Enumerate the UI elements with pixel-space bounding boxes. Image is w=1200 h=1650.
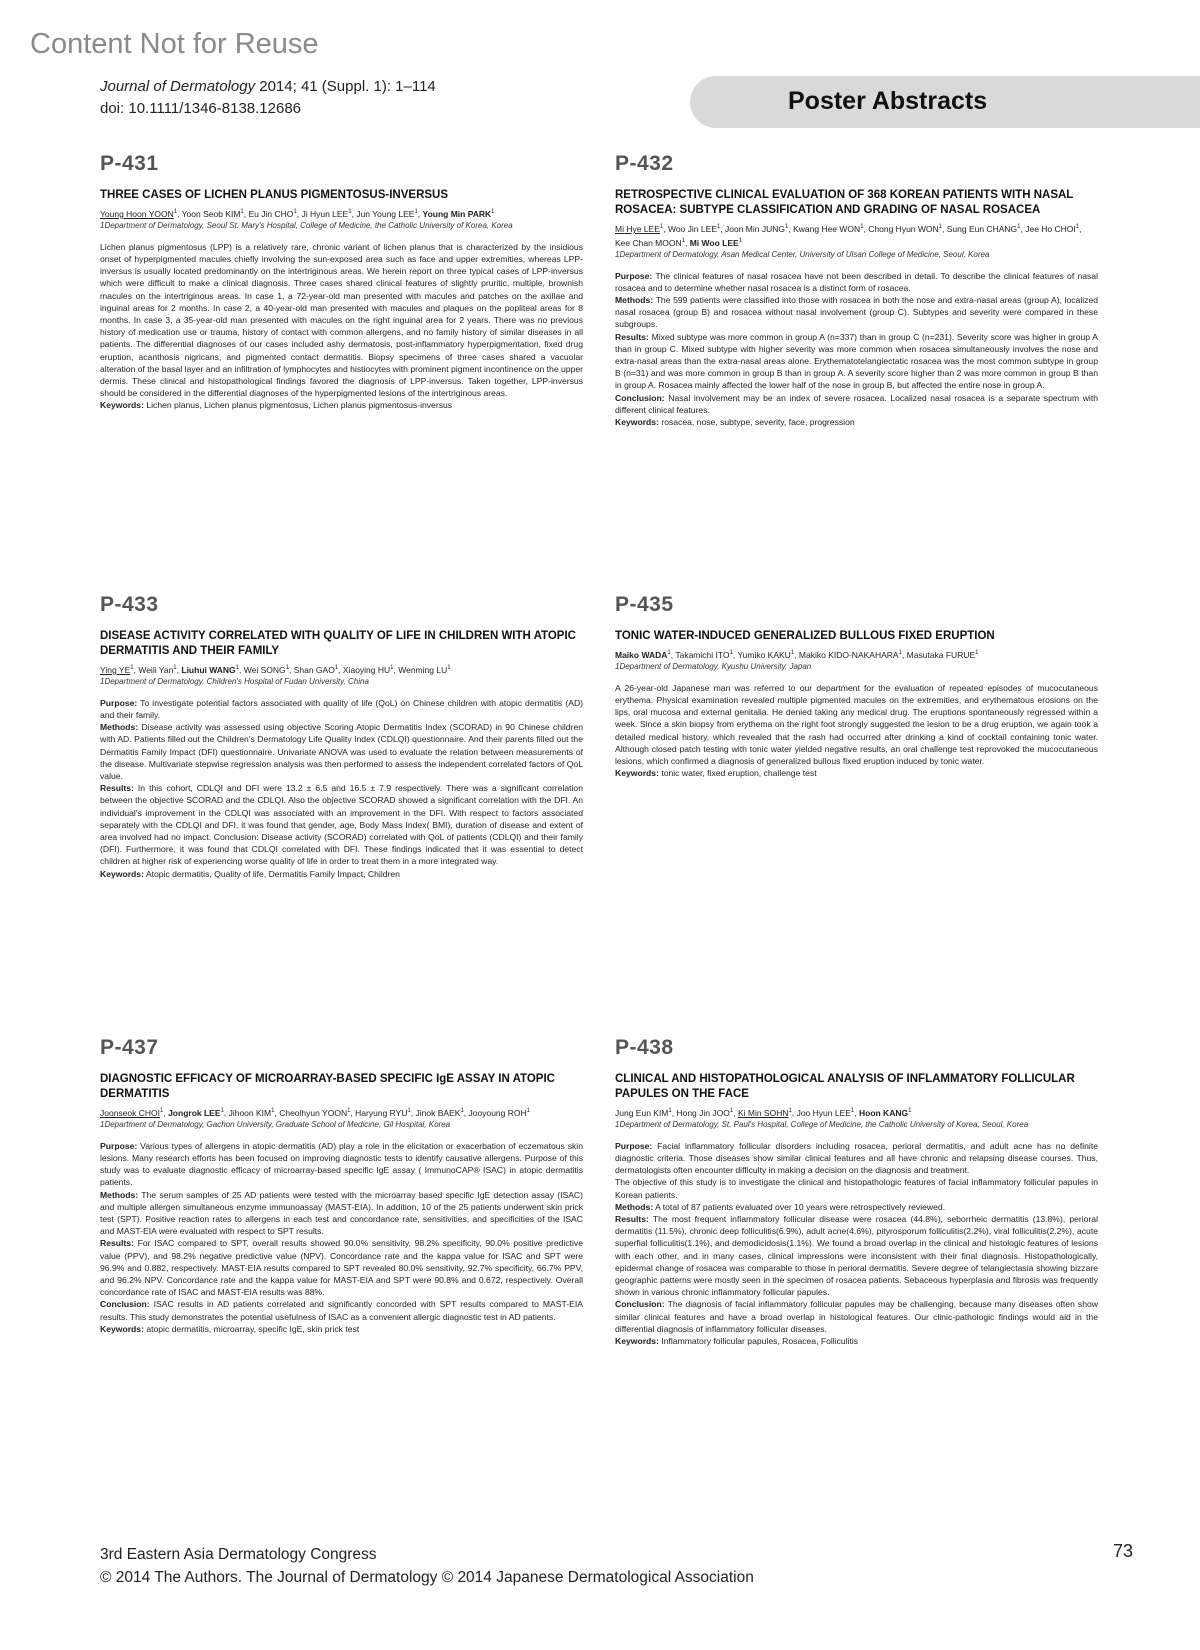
section-label: Methods:: [615, 1201, 654, 1212]
author-affiliation-mark: 1: [860, 224, 864, 230]
abstract-paragraph: [100, 697, 583, 721]
section-title: Poster Abstracts: [788, 87, 988, 115]
author-name: Jihoon KIM: [228, 1107, 272, 1118]
abstract-paragraph: [615, 1201, 1098, 1213]
abstract-body: [615, 682, 1098, 780]
author-affiliation-mark: 1: [271, 1108, 275, 1114]
abstract-id: P-432: [615, 152, 674, 175]
abstract-paragraph: [615, 1213, 1098, 1298]
section-text: Lichen planus pigmentosus (LPP) is a relatively rare, chronic variant of lichen planus that is characterized by the insidious onset of hyperpigmented macules chiefly involving the sun-exposed area such as face and upper extremities, whereas LPP-inversus is usually located predominantly on the intertriginous areas. We herein report on three typical cases of LPP-inversus which were difficult to make a clinical diagnosis. Three cases shared clinical features of slightly pruritic, multiple, brownish macules on the intertriginous areas. In case 1, a 72-year-old man presented with macules and patches on the axillae and inguinal areas for 2 months. In case 2, a 40-year-old man presented with macules and plaques on the popliteal areas for 8 months. In case 3, a 35-year-old man presented with macules on the right inguinal area for 2 years. There was no previous history of medication use or trauma, history of contact with common allergens, and no family history of similar diseases in all patients. The differential diagnoses of our cases included ashy dermatosis, post-inflammatory hyperpigmentation, fixed drug eruption, acanthosis nigricans, and pigmented contact dermatitis. Biopsy specimens of three cases shared a vacuolar alteration of the basal layer and an infiltration of lymphocytes and histiocytes with prominent pigment incontinence on the upper dermis. These clinical and histopathological findings favored the diagnosis of LPP-inversus. Taken together, LPP-inversus should be considered in the differential diagnoses of the hyperpigmented lesions of the intertriginous areas.: [100, 241, 583, 399]
abstract-paragraph: [100, 241, 583, 400]
abstract-paragraph: [615, 1176, 1098, 1200]
author-affiliation-mark: 1: [975, 650, 979, 656]
author-name: Takamichi ITO: [675, 649, 730, 660]
section-label: Conclusion:: [615, 392, 665, 403]
author-name: Wenming LU: [398, 664, 448, 675]
author-affiliation-mark: 1: [447, 665, 451, 671]
abstract-id: P-438: [615, 1036, 674, 1059]
author-affiliation-mark: 1: [390, 665, 394, 671]
affiliation: 1Department of Dermatology, St. Paul's Hospital, College of Medicine, the Catholic University of Korea, Seoul, Korea: [615, 1119, 1029, 1129]
author-affiliation-mark: 1: [173, 209, 178, 215]
section-text: For ISAC compared to SPT, overall results showed 90.0% sensitivity, 98.2% specificity, 90.0% positive predictive value (PPV), and 98.2% negative predictive value (NPV). Concordance rate and the kappa value for ISAC and SPT were 96.9% and 0.882, respectively. MAST-EIA results compared to SPT revealed 80.0% sensitivity, 92.7% specificity, 66.7% PPV, and 96.2% NPV. Concordance rate and the kappa value for MAST-EIA and SPT were 90.8% and 0.672, respectively. Overall concordance rate of ISAC and MAST-EIA results was 88%.: [100, 1238, 584, 1298]
author-name: Jun Young LEE: [356, 208, 415, 219]
section-label: Purpose:: [615, 270, 653, 281]
author-list: Ying $YE^1$, Weili Yan$^1$, Liuhui WANG$^1$, Wei SONG$^1$, Shan GAO$^1$, Xiaoying $HU^1$, Wenming $LU^1$: [100, 664, 451, 675]
abstract-paragraph: [100, 1237, 583, 1298]
section-label: Results:: [100, 1238, 134, 1249]
affiliation: 1Department of Dermatology, Children's Hospital of Fudan University, China: [100, 676, 369, 686]
author-affiliation-mark: 1: [130, 665, 134, 671]
author-affiliation-mark: 1: [220, 1108, 224, 1114]
author-name: Xiaoying HU: [342, 664, 391, 675]
author-affiliation-mark: 1: [790, 650, 795, 656]
abstract-p433: [100, 593, 583, 880]
section-text: rosacea, nose, subtype, severity, face, progression: [661, 417, 855, 428]
author-name: Jongrok LEE: [168, 1107, 221, 1118]
section-text: A total of 87 patients evaluated over 10 years were retrospectively reviewed.: [655, 1201, 946, 1212]
congress-name: 3rd Eastern Asia Dermatology Congress: [100, 1546, 377, 1563]
abstract-p437: [100, 1036, 583, 1335]
journal-title: Journal of Dermatology: [100, 78, 256, 95]
author-affiliation-mark: 1: [738, 237, 742, 244]
doi: doi: 10.1111/1346-8138.12686: [100, 100, 302, 117]
abstract-paragraph: [100, 868, 583, 880]
author-affiliation-mark: 1: [240, 209, 244, 215]
author-name: Jinok BAEK: [415, 1107, 461, 1118]
section-text: tonic water, fixed eruption, challenge test: [661, 768, 817, 779]
author-name: Yumiko KAKU: [737, 649, 791, 660]
author-name: Chong Hyun WON: [868, 223, 939, 234]
watermark: Content Not for Reuse: [30, 28, 319, 60]
abstract-paragraph: [615, 767, 1098, 779]
author-list: Jung Eun KIM$^1$, Hong Jin JOO$^1$, Ki Min SOHN$^1$, Joo Hyun LEE$^1$, Hoon KANG$^1$: [615, 1107, 912, 1118]
author-affiliation-mark: 1: [160, 1108, 164, 1114]
section-text: The clinical features of nasal rosacea have not been described in detail. To describe the clinical features of nasal rosacea and to determine whether nasal rosacea is a distinct form of rosacea.: [615, 270, 1099, 293]
author-affiliation-mark: 1: [285, 665, 289, 671]
footer: [100, 1543, 754, 1589]
section-label: Methods:: [615, 295, 654, 306]
author-affiliation-mark: 1: [788, 1108, 792, 1114]
author-name: Joo Hyun LEE: [796, 1107, 851, 1118]
affiliation: 1Department of Dermatology, Seoul St. Mary's Hospital, College of Medicine, the Catholic University of Korea, Korea: [100, 220, 513, 230]
affiliation: 1Department of Dermatology, Gachon University, Graduate School of Medicine, Gil Hospital, Korea: [100, 1119, 451, 1129]
abstract-body: [100, 241, 583, 412]
author-name: Jee Ho CHOI: [1025, 223, 1076, 234]
author-name: Kwang Hee WON: [793, 223, 861, 234]
author-affiliation-mark: 1: [898, 650, 902, 656]
page-number: 73: [1113, 1541, 1134, 1561]
section-label: Results:: [100, 783, 134, 794]
author-name: Maiko WADA: [615, 649, 668, 660]
author-name: Woo Jin LEE: [667, 223, 717, 234]
author-list: Joonseok CHOI$^1$, Jongrok LEE$^1$, Jihoon KIM$^1$, Cheolhyun YOON$^1$, Haryung RYU$^1$, Jinok BAEK$^1$, Jooyoung ROH$^1$: [100, 1107, 530, 1118]
section-label: Purpose:: [615, 1140, 653, 1151]
section-label: Results:: [615, 331, 649, 342]
section-text: ISAC results in AD patients correlated and significantly concorded with SPT results compared to MAST-EIA results. This study demonstrates the potential usefulness of ISAC as a convenient allergic diagnostic test in AD patients.: [100, 1299, 583, 1322]
author-affiliation-mark: 1: [347, 1108, 351, 1114]
abstract-paragraph: [100, 1323, 583, 1335]
abstract-title: CLINICAL AND HISTOPATHOLOGICAL ANALYSIS OF INFLAMMATORY FOLLICULAR PAPULES ON THE FACE: [615, 1073, 1075, 1100]
section-text: To investigate potential factors associated with quality of life (QoL) on Chinese children with atopic dermatitis (AD) and their family.: [100, 697, 584, 721]
author-affiliation-mark: 1: [659, 224, 664, 230]
section-text: In this cohort, CDLQI and DFI were 13.2 ± 6.5 and 16.5 ± 7.9 respectively. There was a significant correlation between the objective SCORAD and the CDLQI. Also the objective SCORAD showed a significant correlation with the DFI. An individual's improvement in the CDLQI was associated with an improvement in the DFI. With respect to factors associated separately with the CDLQI and DFI, it was found that gender, age, Body Mass Index( BMI), duration of disease and extent of area involved had no impact. Conclusion: Disease activity (SCORAD) correlated with QoL of patients (CDLQI) and their family (DFI). Furthermore, it was found that CDLQI correlated with DFI. These findings indicated that it was essential to detect children at higher risk of experiencing worse quality of life in order to treat them in a more integrated way.: [100, 783, 583, 867]
author-name: Joonseok CHOI: [100, 1107, 160, 1118]
abstract-paragraph: [100, 782, 583, 867]
abstract-paragraph: [100, 1298, 583, 1322]
author-affiliation-mark: 1: [334, 665, 339, 671]
author-affiliation-mark: 1: [667, 650, 671, 656]
author-name: Young Min PARK: [422, 208, 492, 219]
author-name: Sung Eun CHANG: [946, 223, 1018, 234]
section-text: Lichen planus, Lichen planus pigmentosus, Lichen planus pigmentosus-inversus: [146, 400, 453, 411]
author-name: Joon Min JUNG: [725, 223, 786, 234]
abstract-body: [615, 1140, 1098, 1347]
section-text: Atopic dermatitis, Quality of life, Dermatitis Family Impact, Children: [145, 868, 400, 879]
author-name: Masutaka FURUE: [906, 649, 976, 660]
abstract-title: DISEASE ACTIVITY CORRELATED WITH QUALITY OF LIFE IN CHILDREN WITH ATOPIC DERMATITIS AND THEIR FAMILY: [100, 630, 576, 657]
author-name: Jung Eun KIM: [615, 1107, 669, 1118]
abstract-p435: [615, 593, 1098, 779]
abstract-p438: [615, 1036, 1098, 1347]
abstract-p431: [100, 152, 583, 412]
author-affiliation-mark: 1: [173, 665, 177, 671]
abstract-paragraph: [100, 721, 583, 782]
author-name: Hoon KANG: [858, 1107, 909, 1118]
author-affiliation-mark: 1: [1075, 224, 1080, 230]
section-text: Disease activity was assessed using objective Scoring Atopic Dermatitis Index (SCORAD) in 90 Chinese children with AD. Patients filled out the Children's Dermatology Life Quality Index (CDLQI) questionnaire. And their parents filled out the Dermatitis Family Impact (DFI) questionnaire. Univariate ANOVA was used to evaluate the relation between measurements of the disease. Multivariate stepwise regression analysis was then performed to assess the independent correlated factors of QoL value.: [100, 722, 583, 782]
section-label: Methods:: [100, 722, 139, 733]
section-label: Keywords:: [615, 417, 659, 428]
author-affiliation-mark: 1: [729, 650, 733, 656]
section-text: Mixed subtype was more common in group A (n=337) than in group C (n=231). Severity score was higher in group A than in group C. Mixed subtype with higher severity was more common when rosacea simultaneously involves the nose and extra-nasal areas than the extra-nasal areas alone. Erythematotelangiectatic rosacea was the most common subtype in group B (n=31) and was more common in group B than in group A. A severity score higher than 2 was more common in group B than in group A. Rosacea mainly affected the lower half of the nose in group B, but affected the entire nose in group A.: [615, 331, 1099, 391]
author-affiliation-mark: 1: [526, 1108, 530, 1114]
author-name: Young Hoon YOON: [100, 208, 174, 219]
author-list: Young Hoon YOON$^1$, Yoon Seob KIM$^1$, Eu Jin CHO$^1$, Ji Hyun LEE$^1$, Jun Young LEE$^1$, Young Min PARK$^1$: [100, 208, 495, 219]
author-list: Maiko WADA$^1$, Takamichi ITO$^1$, Yumiko KAKU$^1$, Makiko KIDO-NAKAHARA$^1$, Masutaka FURUE$^1$: [615, 649, 979, 660]
author-name: Hong Jin JOO: [676, 1107, 730, 1118]
section-text: The serum samples of 25 AD patients were tested with the microarray based specific IgE detection assay (ISAC) and multiple allergen simultaneous enzyme immunoassay (MAST-EIA). In addition, 10 of the 25 patients underwent skin prick test (SPT). Positive reaction rates to allergens in each test and concordance rate, sensitivities, and specificities of the ISAC and MAST-EIA were evaluated with respect to SPT results.: [100, 1189, 583, 1237]
section-label: Keywords:: [100, 400, 144, 411]
author-affiliation-mark: 1: [668, 1108, 672, 1114]
abstract-body: [100, 697, 583, 880]
section-text: Nasal involvement may be an index of severe rosacea. Localized nasal rosacea is a separate spectrum with different clinical features.: [615, 392, 1099, 415]
author-name: Cheolhyun YOON: [279, 1107, 348, 1118]
author-name: Wei SONG: [243, 664, 286, 675]
author-affiliation-mark: 1: [460, 1108, 464, 1114]
section-text: Inflammatory follicular papules, Rosacea, Folliculitis: [661, 1336, 859, 1347]
journal-citation: [100, 76, 436, 120]
section-text: The objective of this study is to investigate the clinical and histopathologic features of facial inflammatory follicular papules in Korean patients.: [615, 1177, 1098, 1200]
section-label: Keywords:: [100, 868, 144, 879]
section-label: Keywords:: [615, 768, 659, 779]
author-name: Ki Min SOHN: [737, 1107, 789, 1118]
abstract-id: P-431: [100, 152, 159, 175]
author-affiliation-mark: 1: [414, 209, 418, 215]
author-affiliation-mark: 1: [491, 209, 495, 215]
author-name: Jooyoung ROH: [468, 1107, 527, 1118]
author-affiliation-mark: 1: [908, 1108, 912, 1114]
section-label: Keywords:: [100, 1323, 144, 1334]
abstract-body: [100, 1140, 583, 1335]
abstract-paragraph: [615, 331, 1098, 392]
author-name: Eu Jin CHO: [248, 208, 294, 219]
author-affiliation-mark: 1: [407, 1108, 411, 1114]
section-text: A 26-year-old Japanese man was referred to our department for the evaluation of repeated episodes of mucocutaneous erythema. Physical examination revealed multiple pigmented macules on the extremities, and erythematous erosions on the lips, oral mucosa and external genitalia. He denied taking any medical drug. The eruptions spontaneously regressed within a week. Since a skin biopsy from erythema on the right foot strongly suggested the lesion to be a drug eruption, we again took a detailed medical history, which revealed that the rash had occurred after drinking a kind of cocktail containing tonic water. Although closed patch testing with tonic water yielded negative results, an oral challenge test reprovoked the mucocutaneous lesions, which confirmed a diagnosis of generalized bullous fixed eruption induced by tonic water.: [615, 682, 1098, 767]
abstract-title: TONIC WATER-INDUCED GENERALIZED BULLOUS FIXED ERUPTION: [615, 630, 995, 642]
abstract-paragraph: [615, 1140, 1098, 1177]
affiliation: 1Department of Dermatology, Kyushu University, Japan: [615, 661, 812, 671]
section-label: Purpose:: [100, 697, 138, 708]
author-name: Ji Hyun LEE: [301, 208, 349, 219]
section-label: Methods:: [100, 1189, 139, 1200]
author-name: Weili Yan: [138, 664, 174, 675]
author-affiliation-mark: 1: [938, 224, 942, 230]
affiliation: 1Department of Dermatology, Asan Medical Center, University of Ulsan College of Medicine, Seoul, Korea: [615, 249, 990, 259]
section-text: The most frequent inflammatory follicular disease were rosacea (44.8%), seborrheic dermatitis (13.8%), perioral dermatitis (11.5%), chronic deep folliculitis(6.9%), adult acne(4.6%), pityrosporum folliculitis(2.2%), viral folliculitis(2.2%), acute superfial folliculitis(1.1%), and demodicidosis(1.1%). We found a broad overlap in the clinical and histologic features of lesions with each other, and in many cases, clinical impressions were inconsistent with their final diagnosis. Histopathologically, epidermal change of rosacea was comparable to those in perioral dermatitis. Severe degree of telangiectasia showing bizzare geographic patterns were mostly seen in the specimen of rosacea patients. Sebaceous hyperplasia and fibrosis was frequently shown in various chronic inflammatory follicular papules.: [615, 1214, 1098, 1298]
section-label: Purpose:: [100, 1140, 138, 1151]
author-affiliation-mark: 1: [729, 1108, 734, 1114]
abstract-body: [615, 270, 1098, 429]
author-name: Liuhui WANG: [181, 664, 236, 675]
author-name: Haryung RYU: [355, 1107, 408, 1118]
abstract-title: RETROSPECTIVE CLINICAL EVALUATION OF 368 KOREAN PATIENTS WITH NASAL ROSACEA: SUBTYPE CLASSIFICATION AND GRADING OF NASAL ROSACEA: [615, 189, 1074, 216]
abstract-id: P-437: [100, 1036, 159, 1059]
author-affiliation-mark: 1: [348, 209, 352, 215]
author-name: Mi Woo LEE: [689, 237, 739, 248]
copyright: © 2014 The Authors. The Journal of Dermatology © 2014 Japanese Dermatological Association: [100, 1569, 754, 1586]
author-name: Mi Hye LEE: [615, 223, 660, 234]
section-text: The diagnosis of facial inflammatory follicular papules may be challenging, because many diseases often show similar clinical features and have a broad overlap in histological features. Our clinic-pathologic findings would aid in the differential diagnosis of inflammatory follicular diseases.: [615, 1299, 1098, 1334]
section-text: Facial inflammatory follicular disorders including rosacea, perioral dermatitis, and adult acne has no definite diagnostic criteria. Those diseases show similar clinical features and all have chronic and relapsing disease courses. Thus, dermatologists often encounter difficulty in making a decision on the diagnosis and treatment.: [615, 1140, 1098, 1176]
abstract-p432: [615, 152, 1098, 428]
section-label: Conclusion:: [100, 1299, 150, 1310]
author-list: Mi Hye LEE$^1$, Woo Jin LEE$^1$, Joon Min JUNG$^1$, Kwang Hee WON$^1$, Chong Hyun WON$^1$, Sung Eun CHANG$^1$, Jee Ho CHOI$^1$, Kee Chan MOON$^1$, Mi Woo LEE$^1$: [615, 223, 1082, 248]
abstract-paragraph: [615, 270, 1098, 294]
abstract-paragraph: [100, 1189, 583, 1238]
abstract-paragraph: [615, 416, 1098, 428]
author-affiliation-mark: 1: [681, 237, 685, 244]
abstract-paragraph: [615, 1298, 1098, 1335]
section-label: Keywords:: [615, 1336, 659, 1347]
abstract-paragraph: [615, 392, 1098, 416]
author-name: Makiko KIDO-NAKAHARA: [798, 649, 899, 660]
author-affiliation-mark: 1: [235, 665, 240, 671]
section-text: The 599 patients were classified into those with rosacea in both the nose and extra-nasal areas (group A), localized nasal rosacea (group B) and rosacea without nasal involvement (group C). Subtypes and severity were compared in these subgroups.: [615, 295, 1099, 330]
abstract-paragraph: [615, 294, 1098, 331]
abstract-paragraph: [100, 399, 583, 411]
author-affiliation-mark: 1: [293, 209, 297, 215]
author-name: Ying YE: [100, 664, 131, 675]
abstract-paragraph: [615, 1335, 1098, 1347]
section-label: Results:: [615, 1214, 649, 1225]
author-name: Yoon Seob KIM: [181, 208, 241, 219]
author-name: Shan GAO: [293, 664, 335, 675]
abstract-id: P-433: [100, 593, 159, 616]
abstract-paragraph: [615, 682, 1098, 767]
abstract-title: THREE CASES OF LICHEN PLANUS PIGMENTOSUS-INVERSUS: [100, 189, 449, 201]
author-affiliation-mark: 1: [1017, 224, 1021, 230]
abstract-title: DIAGNOSTIC EFFICACY OF MICROARRAY-BASED SPECIFIC IgE ASSAY IN ATOPIC DERMATITIS: [100, 1073, 555, 1100]
author-affiliation-mark: 1: [850, 1108, 855, 1114]
author-affiliation-mark: 1: [785, 224, 789, 230]
journal-volume: 2014; 41 (Suppl. 1): 1–114: [255, 78, 436, 95]
author-affiliation-mark: 1: [716, 224, 721, 230]
section-banner: [690, 76, 1200, 128]
section-text: atopic dermatitis, microarray, specific IgE, skin prick test: [146, 1323, 360, 1334]
section-label: Conclusion:: [615, 1299, 665, 1310]
abstract-id: P-435: [615, 593, 674, 616]
author-name: Kee Chan MOON: [615, 237, 682, 248]
abstract-paragraph: [100, 1140, 583, 1189]
section-text: Various types of allergens in atopic dermatitis (AD) play a role in the elicitation or exacerbation of eczematous skin lesions. Many research efforts has been focused on improving diagnostic tests to identify causative allergens. Purpose of this study was to evaluate diagnostic efficacy of microarray-based specific IgE assay ( ImmunoCAP® ISAC) in atopic dermatitis patients.: [100, 1140, 583, 1188]
